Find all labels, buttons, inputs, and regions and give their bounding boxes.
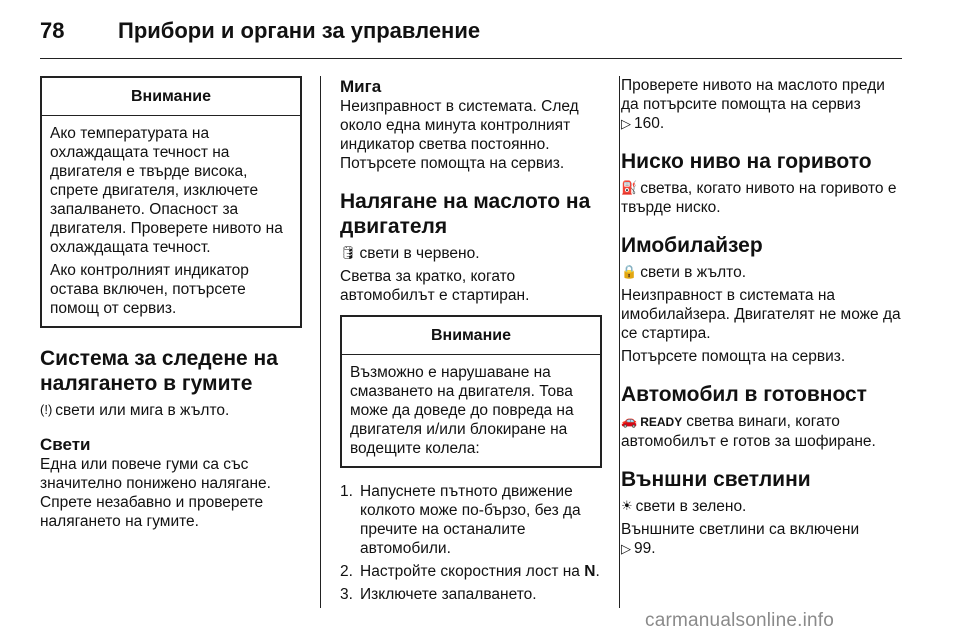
tyre-pressure-heading: Система за следене на налягането в гумите	[40, 347, 278, 395]
warning-body	[42, 116, 300, 326]
column-divider	[619, 76, 620, 608]
exterior-lights-text: свети в зелено.	[635, 498, 747, 515]
exterior-lights-icon: ☀	[621, 498, 633, 513]
gear-n-label: N	[584, 563, 596, 580]
page-reference[interactable]: 99.	[634, 540, 656, 557]
ready-text: светва винаги, когато автомобилът е готов за шофиране.	[621, 413, 876, 450]
coolant-warning-box	[40, 76, 302, 328]
column-3	[621, 76, 903, 558]
on-text: Една или повече гуми са със значително понижено налягане. Спрете незабавно и проверете налягането на гумите.	[40, 456, 271, 530]
warning-title: Внимание	[342, 317, 600, 355]
page-reference-icon: ▷	[621, 541, 631, 556]
tyre-indicator-text: свети или мига в жълто.	[55, 402, 230, 419]
oil-can-icon: 🛢	[340, 245, 357, 260]
blink-heading: Мига	[340, 77, 382, 96]
immobilizer-icon: 🔒	[621, 264, 638, 279]
ready-label: READY	[640, 415, 683, 429]
list-item: 2. Настройте скоростния лост на N.	[340, 563, 600, 580]
immobilizer-heading: Имобилайзер	[621, 234, 763, 257]
oil-start-text: Светва за кратко, когато автомобилът е стартиран.	[340, 268, 530, 304]
page-reference[interactable]: 160.	[634, 115, 665, 132]
car-ready-icon: 🚗	[621, 413, 638, 428]
immobilizer-service-text: Потърсете помощта на сервиз.	[621, 348, 846, 365]
header-rule	[40, 58, 902, 59]
page-number: 78	[40, 18, 65, 43]
oil-check-text: Проверете нивото на маслото преди да потърсите помощта на сервиз	[621, 77, 885, 113]
page-reference-icon: ▷	[621, 116, 631, 131]
warning-text: Ако контролният индикатор остава включен, потърсете помощ от сервиз.	[50, 262, 249, 317]
tyre-pressure-icon: (!)	[40, 402, 53, 417]
exterior-lights-heading: Външни светлини	[621, 468, 811, 491]
exterior-lights-on-text: Външните светлини са включени	[621, 521, 860, 538]
blink-text: Неизправност в системата. След около една минута контролният индикатор светва постоянно. Потърсете помощта на сервиз.	[340, 98, 579, 172]
fuel-text: светва, когато нивото на горивото е твърде ниско.	[621, 180, 897, 216]
column-1	[40, 76, 302, 531]
fuel-pump-icon: ⛽	[621, 180, 638, 195]
vehicle-ready-heading: Автомобил в готовност	[621, 383, 867, 406]
steps-list	[340, 482, 602, 604]
warning-body	[342, 355, 600, 466]
oil-warning-box	[340, 315, 602, 468]
warning-text: Възможно е нарушаване на смазването на двигателя. Това може да доведе до повреда на двигателя и/или блокиране на водещите колела:	[350, 364, 574, 457]
watermark: carmanualsonline.info	[645, 610, 835, 631]
oil-pressure-heading: Налягане на маслото на двигателя	[340, 190, 591, 238]
on-heading: Свети	[40, 435, 91, 454]
oil-indicator-text: свети в червено.	[359, 245, 480, 262]
warning-title: Внимание	[42, 78, 300, 116]
column-divider	[320, 76, 321, 608]
page-title: Прибори и органи за управление	[118, 18, 481, 43]
warning-text: Ако температурата на охлаждащата течност на двигателя е твърде висока, спрете двигателя, изключете запалването. Опасност за двигателя. Проверете нивото на охлаждащата течност.	[50, 125, 283, 256]
immobilizer-text: свети в жълто.	[640, 264, 747, 281]
list-item: 1. Напуснете пътното движение колкото може по-бързо, без да пречите на останалите автомобили.	[340, 483, 581, 557]
immobilizer-fault-text: Неизправност в системата на имобилайзера. Двигателят не може да се стартира.	[621, 287, 901, 342]
list-item: 3. Изключете запалването.	[340, 586, 537, 603]
low-fuel-heading: Ниско ниво на горивото	[621, 150, 872, 173]
column-2	[340, 76, 602, 608]
